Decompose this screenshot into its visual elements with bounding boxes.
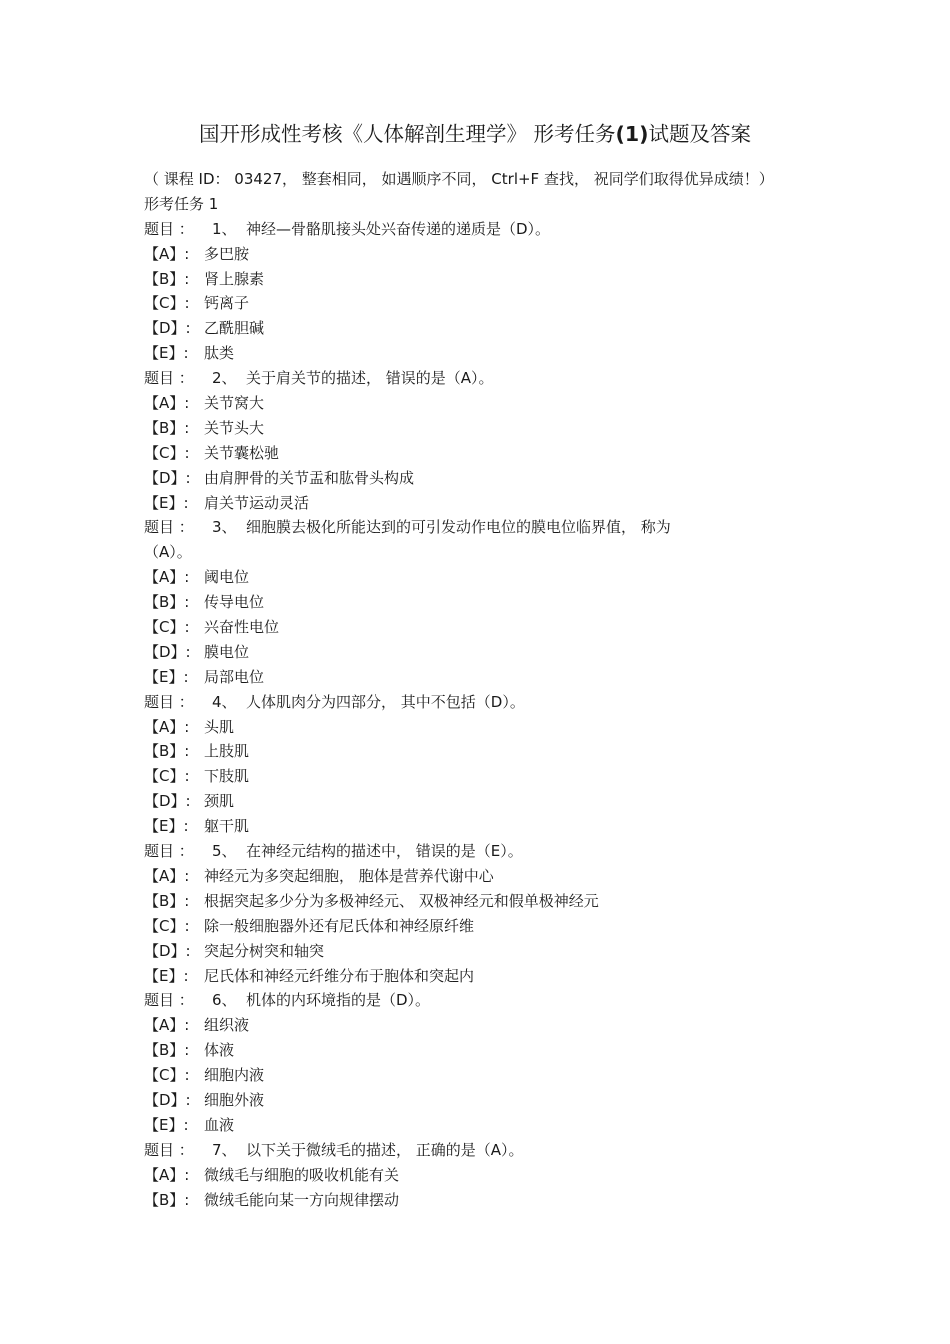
answer-option bbox=[144, 466, 844, 491]
option-key: 【D】: bbox=[144, 792, 191, 811]
option-text: 除一般细胞器外还有尼氏体和神经原纤维 bbox=[204, 916, 475, 935]
answer-option bbox=[144, 1163, 844, 1188]
option-key: 【A】: bbox=[144, 244, 190, 263]
option-key: 【B】: bbox=[144, 593, 190, 612]
option-key: 【D】: bbox=[144, 319, 191, 338]
question-text: 细胞膜去极化所能达到的可引发动作电位的膜电位临界值， 称为 bbox=[246, 518, 671, 537]
answer-option bbox=[144, 739, 844, 764]
answer-option bbox=[144, 341, 844, 366]
answer-option bbox=[144, 565, 844, 590]
option-key: 【E】: bbox=[144, 344, 189, 363]
option-text: 躯干肌 bbox=[204, 817, 250, 836]
option-key: 【E】: bbox=[144, 966, 189, 985]
answer-option bbox=[144, 789, 844, 814]
question-label: 题目 ： bbox=[144, 518, 194, 537]
option-key: 【C】: bbox=[144, 618, 190, 637]
option-key: 【A】: bbox=[144, 717, 190, 736]
answer-option bbox=[144, 964, 844, 989]
option-key: 【E】: bbox=[144, 817, 189, 836]
option-text: 微绒毛能向某一方向规律摆动 bbox=[204, 1190, 400, 1209]
document-body bbox=[144, 167, 844, 1212]
option-text: 突起分树突和轴突 bbox=[204, 941, 325, 960]
question-text: 关于肩关节的描述， 错误的是（A）。 bbox=[246, 369, 494, 388]
answer-option bbox=[144, 665, 844, 690]
answer-option bbox=[144, 1088, 844, 1113]
option-key: 【B】: bbox=[144, 1041, 190, 1060]
answer-option bbox=[144, 814, 844, 839]
answer-option bbox=[144, 1188, 844, 1213]
option-key: 【E】: bbox=[144, 1115, 189, 1134]
title-part-3: 试题及答案 bbox=[648, 122, 752, 146]
option-text: 肩关节运动灵活 bbox=[204, 493, 310, 512]
question-label: 题目 ： bbox=[144, 369, 194, 388]
question-text: 机体的内环境指的是（D）。 bbox=[246, 991, 431, 1010]
option-key: 【A】: bbox=[144, 568, 190, 587]
option-text: 尼氏体和神经元纤维分布于胞体和突起内 bbox=[204, 966, 475, 985]
option-text: 细胞外液 bbox=[204, 1090, 265, 1109]
answer-option bbox=[144, 491, 844, 516]
option-key: 【E】: bbox=[144, 493, 189, 512]
question-stem bbox=[144, 988, 844, 1013]
question-label: 题目 ： bbox=[144, 991, 194, 1010]
option-key: 【A】: bbox=[144, 1016, 190, 1035]
option-key: 【C】: bbox=[144, 916, 190, 935]
option-text: 局部电位 bbox=[204, 667, 265, 686]
question-number: 6、 bbox=[212, 991, 237, 1010]
question-stem bbox=[144, 515, 844, 540]
option-key: 【A】: bbox=[144, 1165, 190, 1184]
option-text: 细胞内液 bbox=[204, 1066, 265, 1085]
answer-option bbox=[144, 316, 844, 341]
option-text: 上肢肌 bbox=[204, 742, 250, 761]
answer-option bbox=[144, 1063, 844, 1088]
title-part-2: (1) bbox=[615, 122, 649, 146]
option-text: 阈电位 bbox=[204, 568, 250, 587]
option-key: 【D】: bbox=[144, 941, 191, 960]
option-text: 血液 bbox=[204, 1115, 235, 1134]
option-text: 乙酰胆碱 bbox=[204, 319, 265, 338]
question-stem bbox=[144, 366, 844, 391]
answer-option bbox=[144, 1113, 844, 1138]
question-stem bbox=[144, 690, 844, 715]
question-number: 2、 bbox=[212, 369, 237, 388]
answer-option bbox=[144, 764, 844, 789]
option-text: 关节囊松驰 bbox=[204, 443, 280, 462]
question-number: 4、 bbox=[212, 692, 237, 711]
option-text: 根据突起多少分为多极神经元、 双极神经元和假单极神经元 bbox=[204, 891, 599, 910]
option-text: 关节头大 bbox=[204, 418, 265, 437]
question-number: 1、 bbox=[212, 219, 237, 238]
question-text-continuation: （A）。 bbox=[144, 543, 192, 562]
question-stem bbox=[144, 839, 844, 864]
answer-option bbox=[144, 939, 844, 964]
option-text: 钙离子 bbox=[204, 294, 250, 313]
option-text: 微绒毛与细胞的吸收机能有关 bbox=[204, 1165, 400, 1184]
question-text: 神经—骨骼肌接头处兴奋传递的递质是（D）。 bbox=[246, 219, 551, 238]
question-number: 7、 bbox=[212, 1140, 237, 1159]
option-key: 【E】: bbox=[144, 667, 189, 686]
option-text: 由肩胛骨的关节盂和肱骨头构成 bbox=[204, 468, 415, 487]
title-part-1: 国开形成性考核《人体解剖生理学》 形考任务 bbox=[198, 122, 616, 146]
option-key: 【B】: bbox=[144, 742, 190, 761]
course-note: （ 课程 ID： 03427， 整套相同， 如遇顺序不同， Ctrl+F 查找， 祝同学们取得优异成绩！） bbox=[144, 170, 774, 188]
question-number: 3、 bbox=[212, 518, 237, 537]
answer-option bbox=[144, 1038, 844, 1063]
answer-option bbox=[144, 889, 844, 914]
option-text: 传导电位 bbox=[204, 593, 265, 612]
answer-option bbox=[144, 416, 844, 441]
document-title bbox=[0, 119, 950, 149]
option-key: 【A】: bbox=[144, 866, 190, 885]
answer-option bbox=[144, 291, 844, 316]
answer-option bbox=[144, 715, 844, 740]
option-key: 【D】: bbox=[144, 468, 191, 487]
option-key: 【B】: bbox=[144, 418, 190, 437]
question-number: 5、 bbox=[212, 842, 237, 861]
option-key: 【B】: bbox=[144, 1190, 190, 1209]
answer-option bbox=[144, 640, 844, 665]
answer-option bbox=[144, 864, 844, 889]
answer-option bbox=[144, 590, 844, 615]
answer-option bbox=[144, 441, 844, 466]
answer-option bbox=[144, 914, 844, 939]
option-text: 膜电位 bbox=[204, 642, 250, 661]
question-label: 题目 ： bbox=[144, 692, 194, 711]
question-stem bbox=[144, 217, 844, 242]
option-text: 肾上腺素 bbox=[204, 269, 265, 288]
option-text: 颈肌 bbox=[204, 792, 235, 811]
question-text: 人体肌肉分为四部分， 其中不包括（D）。 bbox=[246, 692, 525, 711]
answer-option bbox=[144, 267, 844, 292]
question-label: 题目 ： bbox=[144, 1140, 194, 1159]
option-key: 【C】: bbox=[144, 1066, 190, 1085]
answer-option bbox=[144, 242, 844, 267]
question-label: 题目 ： bbox=[144, 219, 194, 238]
option-text: 下肢肌 bbox=[204, 767, 250, 786]
question-text: 以下关于微绒毛的描述， 正确的是（A）。 bbox=[246, 1140, 524, 1159]
option-key: 【D】: bbox=[144, 1090, 191, 1109]
option-text: 头肌 bbox=[204, 717, 235, 736]
option-text: 兴奋性电位 bbox=[204, 618, 280, 637]
option-text: 组织液 bbox=[204, 1016, 250, 1035]
option-key: 【C】: bbox=[144, 443, 190, 462]
answer-option bbox=[144, 1013, 844, 1038]
option-key: 【D】: bbox=[144, 642, 191, 661]
option-text: 关节窝大 bbox=[204, 394, 265, 413]
question-label: 题目 ： bbox=[144, 842, 194, 861]
section-heading: 形考任务 1 bbox=[144, 194, 219, 213]
option-key: 【C】: bbox=[144, 294, 190, 313]
option-text: 多巴胺 bbox=[204, 244, 250, 263]
option-key: 【B】: bbox=[144, 891, 190, 910]
option-key: 【A】: bbox=[144, 394, 190, 413]
option-key: 【B】: bbox=[144, 269, 190, 288]
answer-option bbox=[144, 615, 844, 640]
option-text: 肽类 bbox=[204, 344, 235, 363]
option-text: 神经元为多突起细胞， 胞体是营养代谢中心 bbox=[204, 866, 494, 885]
question-stem bbox=[144, 1138, 844, 1163]
answer-option bbox=[144, 391, 844, 416]
question-list bbox=[144, 217, 844, 1213]
option-text: 体液 bbox=[204, 1041, 235, 1060]
question-text: 在神经元结构的描述中， 错误的是（E）。 bbox=[246, 842, 523, 861]
option-key: 【C】: bbox=[144, 767, 190, 786]
